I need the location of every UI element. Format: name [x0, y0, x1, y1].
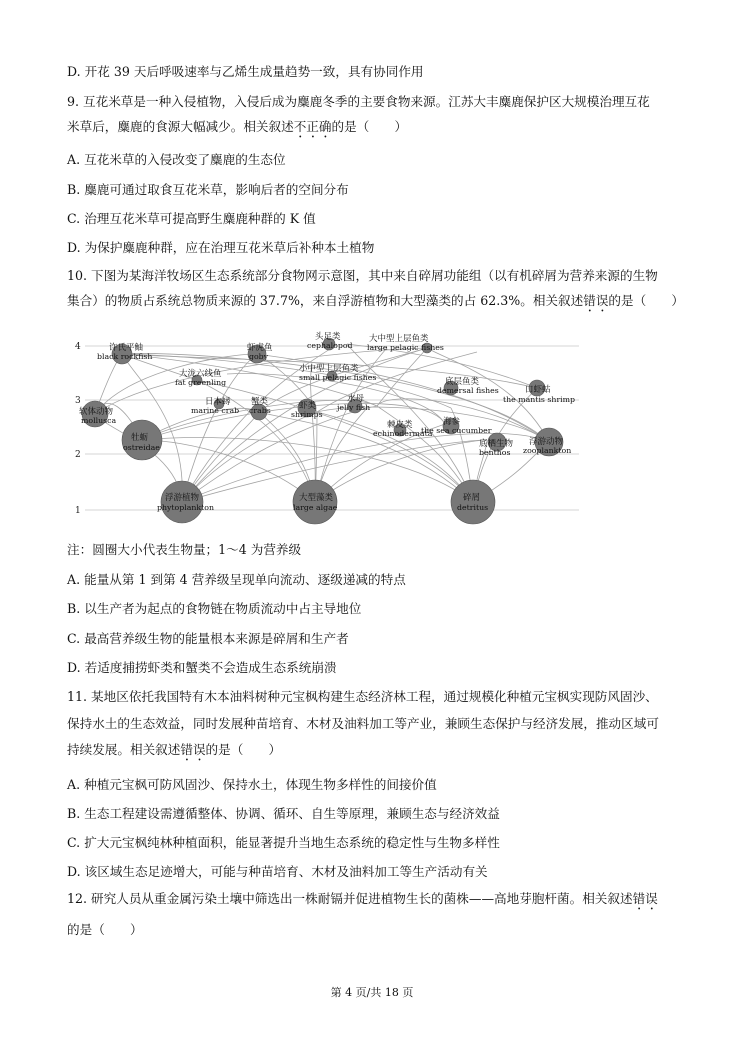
q12-stem-line2: 的是（ ）: [67, 922, 143, 937]
label-en-small-pelagic: small pelagic fishes: [299, 373, 377, 382]
q9-option-c: C. 治理互花米草可提高野生麋鹿种群的 K 值: [67, 211, 316, 226]
q10-option-a: A. 能量从第 1 到第 4 营养级呈现单向流动、逐级递减的特点: [67, 572, 406, 587]
label-en-cephalopod: cephalopod: [307, 341, 353, 350]
label-en-fat-greenling: fat greenling: [175, 378, 227, 387]
label-en-detritus: detritus: [457, 503, 489, 512]
q9-emphasis: 不正确: [293, 119, 332, 134]
q11-stem-text: 持续发展。相关叙述: [67, 742, 181, 757]
q9-option-a: A. 互花米草的入侵改变了麋鹿的生态位: [67, 152, 286, 167]
label-en-jelly-fish: jelly fish: [337, 403, 371, 412]
label-zh-cephalopod: 头足类: [315, 332, 341, 342]
level-tick-1: 1: [75, 506, 81, 516]
label-en-crabs: crabs: [249, 406, 271, 415]
level-tick-2: 2: [75, 450, 81, 460]
label-en-large-pelagic: large pelagic fishes: [367, 343, 444, 352]
q10-stem-line2: [67, 293, 684, 315]
label-zh-mantis-shrimp: 口虾蛄: [525, 385, 551, 395]
label-zh-large-algae: 大型藻类: [299, 493, 334, 503]
label-zh-jelly-fish: 水母: [347, 394, 365, 404]
q10-stem-tail: 的是（ ）: [608, 293, 684, 308]
label-en-goby: goby: [249, 352, 269, 361]
q11-option-d: D. 该区域生态足迹增大，可能与种苗培育、木材及油料加工等生产活动有关: [67, 864, 488, 879]
q8-option-d: D. 开花 39 天后呼吸速率与乙烯生成量趋势一致，具有协同作用: [67, 64, 424, 79]
q12-emphasis: 错误: [632, 891, 658, 906]
q10-stem-line1: 10. 下图为某海洋牧场区生态系统部分食物网示意图，其中来自碎屑功能组（以有机碎屑为营养来源的生物: [67, 268, 658, 283]
q9-stem-line2: [67, 119, 407, 141]
food-web-figure: [67, 330, 583, 525]
label-zh-mollusca: 软体动物: [79, 407, 114, 417]
q9-stem-text: 米草后，麋鹿的食源大幅减少。相关叙述: [67, 119, 294, 134]
q10-option-b: B. 以生产者为起点的食物链在物质流动中占主导地位: [67, 601, 362, 616]
q9-stem-tail: 的是（ ）: [331, 119, 408, 134]
q10-stem-text: 集合）的物质占系统总物质来源的 37.7%，来自浮游植物和大型藻类的占 62.3%。相关叙述: [67, 293, 584, 308]
q10-option-d: D. 若适度捕捞虾类和蟹类不会造成生态系统崩溃: [67, 660, 337, 675]
label-en-black-rockfish: black rockfish: [97, 352, 153, 361]
label-zh-sea-cucumber: 海参: [443, 417, 461, 427]
label-zh-black-rockfish: 许氏平鲉: [109, 343, 144, 353]
label-en-demersal: demersal fishes: [437, 386, 499, 395]
level-tick-4: 4: [75, 342, 81, 352]
q9-stem-line1: 9. 互花米草是一种入侵植物，入侵后成为麋鹿冬季的主要食物来源。江苏大丰麋鹿保护区大规模治理互花: [67, 94, 650, 109]
label-zh-echinodermata: 棘皮类: [387, 420, 413, 430]
label-zh-demersal: 底层鱼类: [445, 377, 480, 387]
q10-option-c: C. 最高营养级生物的能量根本来源是碎屑和生产者: [67, 631, 349, 646]
label-en-echinodermata: echinodermata: [373, 429, 433, 438]
label-en-phytoplankton: phytoplankton: [157, 503, 214, 512]
label-zh-large-pelagic: 大中型上层鱼类: [369, 334, 429, 344]
label-zh-marine-crab: 日本蟳: [205, 397, 231, 407]
q11-option-a: A. 种植元宝枫可防风固沙、保持水土，体现生物多样性的间接价值: [67, 777, 437, 792]
label-en-shrimps: shrimps: [291, 410, 323, 419]
label-zh-small-pelagic: 小中型上层鱼类: [299, 364, 359, 374]
label-en-marine-crab: marine crab: [191, 406, 240, 415]
q11-emphasis: 错误: [180, 742, 206, 757]
label-en-mantis-shrimp: the mantis shrimp: [503, 395, 576, 404]
q9-option-b: B. 麋鹿可通过取食互花米草，影响后者的空间分布: [67, 182, 349, 197]
level-tick-3: 3: [75, 396, 81, 406]
label-zh-benthos: 底栖生物: [479, 439, 514, 449]
label-en-large-algae: large algae: [293, 503, 338, 512]
q10-emphasis: 错误: [583, 293, 609, 308]
page-footer: 第 4 页/共 18 页: [330, 986, 414, 999]
label-zh-phytoplankton: 浮游植物: [165, 493, 200, 503]
q11-stem-tail: 的是（ ）: [205, 742, 282, 757]
label-en-benthos: benthos: [479, 448, 511, 457]
q12-stem-text: 12. 研究人员从重金属污染土壤中筛选出一株耐镉并促进植物生长的菌株——高地芽胞杆菌。相关叙述: [67, 891, 633, 906]
q11-option-c: C. 扩大元宝枫纯林种植面积，能显著提升当地生态系统的稳定性与生物多样性: [67, 835, 500, 850]
label-zh-fat-greenling: 大泷六线鱼: [179, 369, 222, 379]
label-zh-crabs: 蟹类: [251, 397, 269, 407]
q11-stem-line3: [67, 742, 281, 764]
label-zh-shrimps: 虾类: [299, 401, 317, 411]
q11-stem-line2: 保持水土的生态效益，同时发展种苗培育、木材及油料加工等产业，兼顾生态保护与经济发展，推动区域可: [67, 716, 659, 731]
label-en-zooplankton: zooplankton: [523, 446, 572, 455]
label-en-ostreidae: ostreidae: [123, 443, 160, 452]
label-zh-detritus: 碎屑: [463, 493, 481, 503]
q11-option-b: B. 生态工程建设需遵循整体、协调、循环、自生等原理，兼顾生态与经济效益: [67, 806, 500, 821]
figure-note: 注：圆圈大小代表生物量；1～4 为营养级: [67, 542, 302, 557]
label-zh-ostreidae: 牡蛎: [131, 433, 149, 443]
label-en-mollusca: mollusca: [81, 416, 117, 425]
q12-stem-line1: [67, 891, 658, 913]
label-zh-zooplankton: 浮游动物: [529, 437, 564, 447]
q11-stem-line1: 11. 某地区依托我国特有木本油料树种元宝枫构建生态经济林工程，通过规模化种植元宝枫实现防风固沙、: [67, 689, 658, 704]
label-zh-goby: 虾虎鱼: [247, 343, 273, 353]
label-en-sea-cucumber: the sea cucumber: [421, 426, 492, 435]
q9-option-d: D. 为保护麋鹿种群，应在治理互花米草后补种本土植物: [67, 240, 375, 255]
